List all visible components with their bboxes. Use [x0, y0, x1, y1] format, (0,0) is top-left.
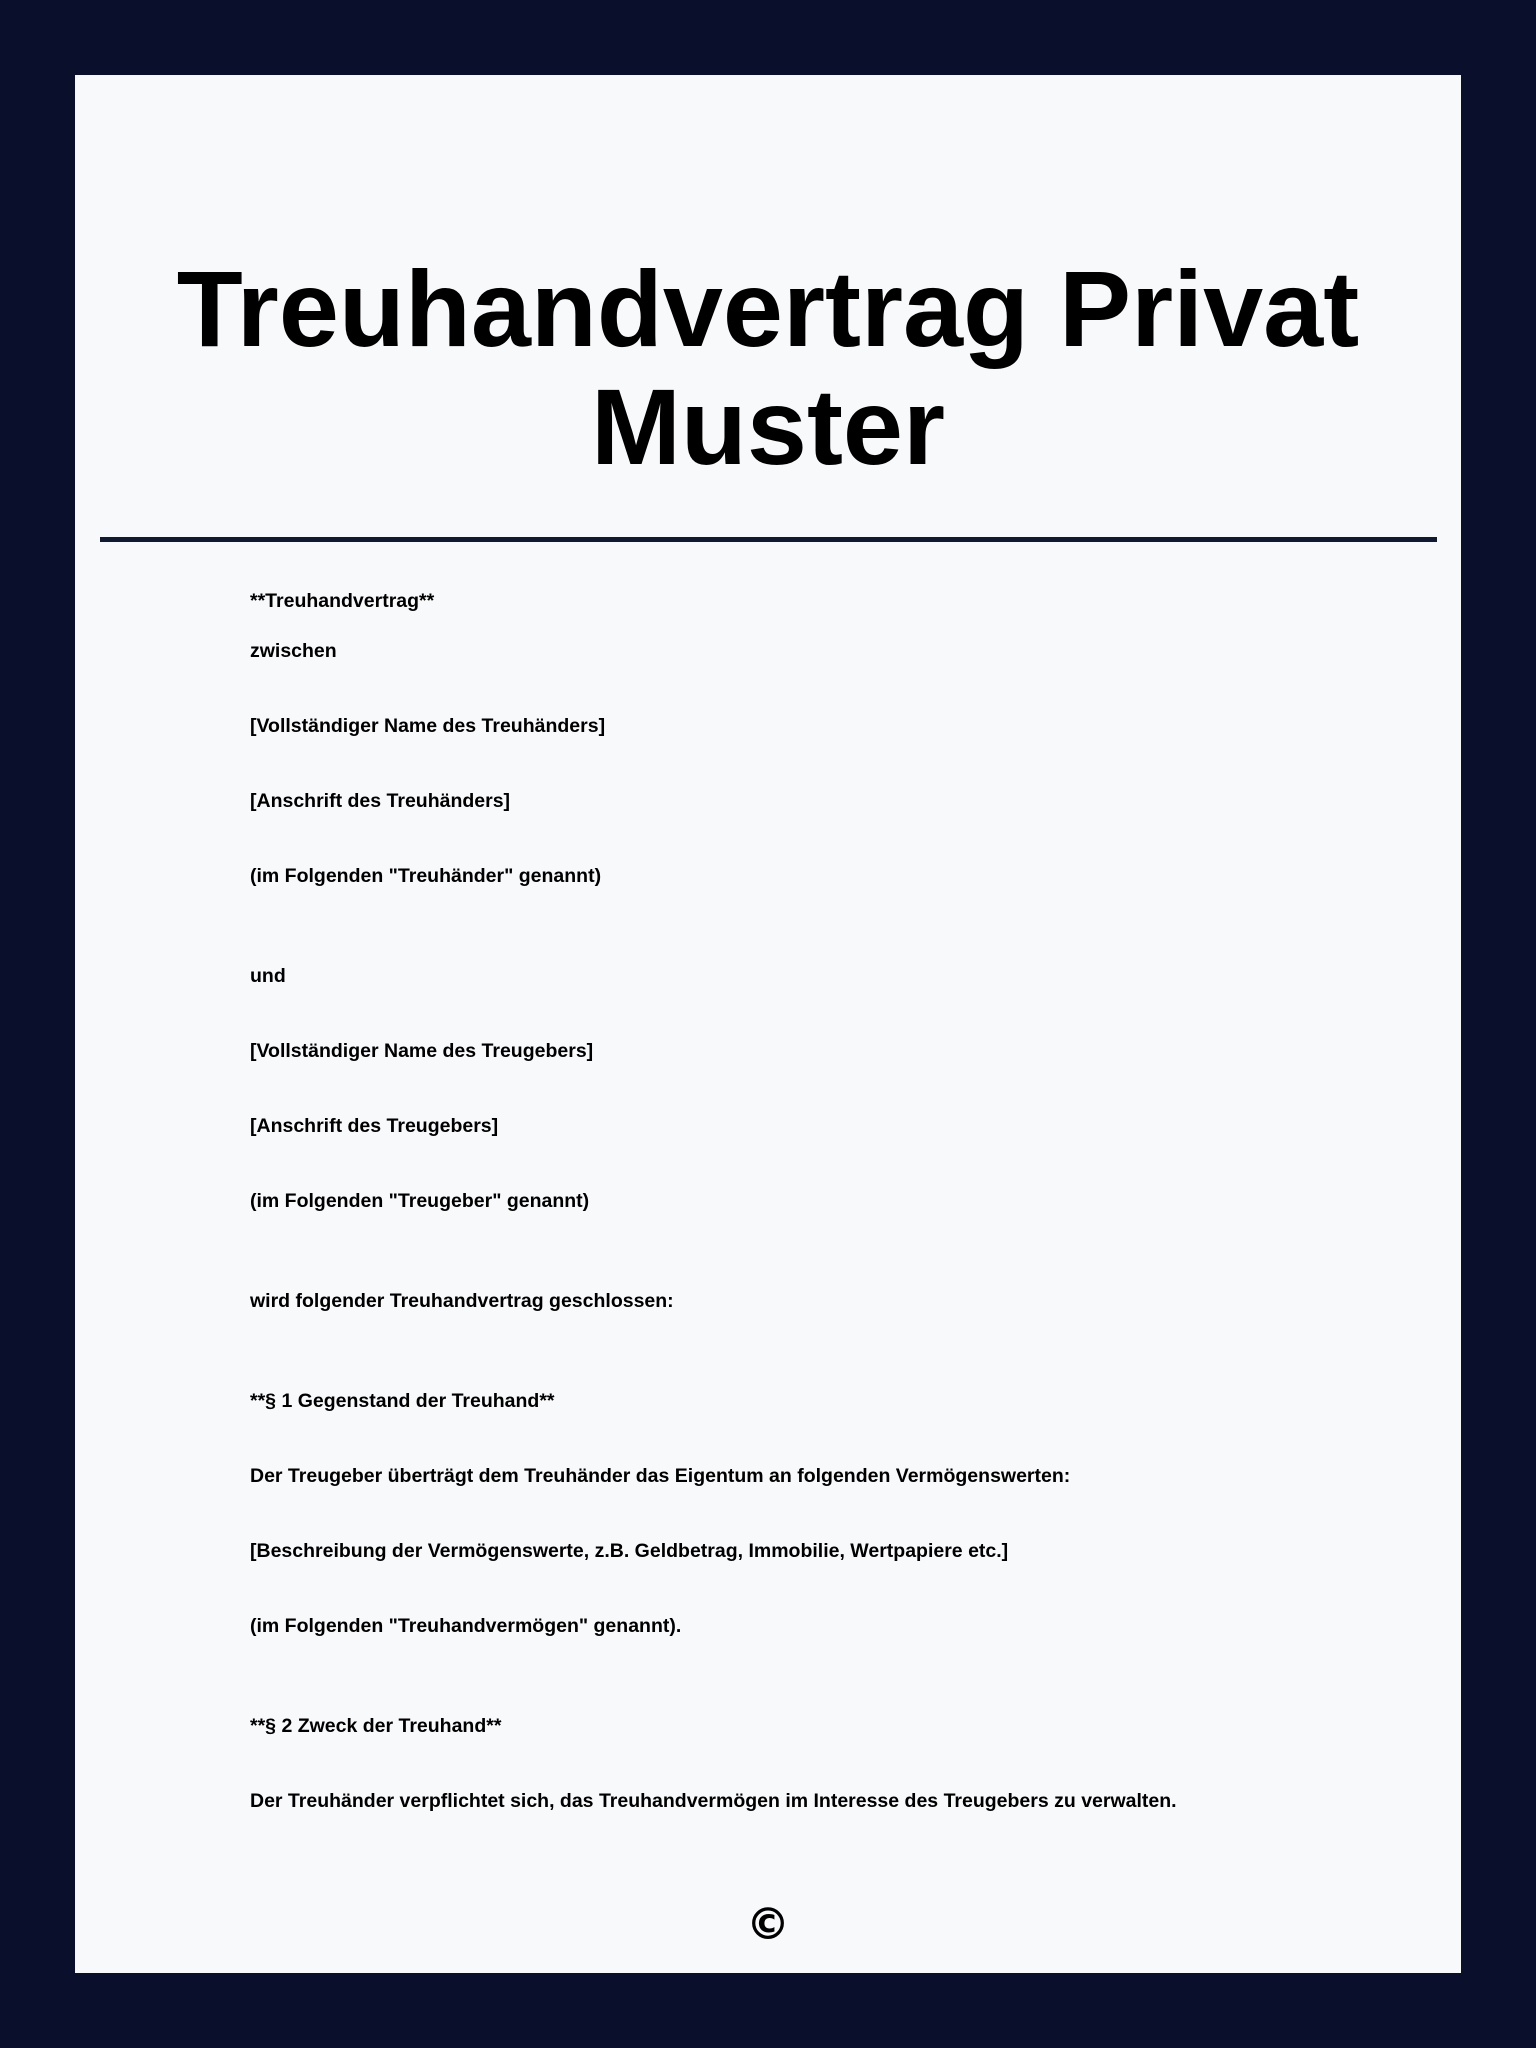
- section-2-heading: **§ 2 Zweck der Treuhand**: [250, 1715, 502, 1737]
- trustor-name-placeholder: [Vollständiger Name des Treugebers]: [250, 1040, 594, 1062]
- document-page: [75, 75, 1461, 1973]
- text-line: (im Folgenden "Treugeber" genannt): [250, 1190, 590, 1212]
- text-line: und: [250, 965, 286, 987]
- title-divider: [100, 537, 1437, 542]
- text-line: zwischen: [250, 640, 337, 662]
- trustor-address-placeholder: [Anschrift des Treugebers]: [250, 1115, 499, 1137]
- section-1-heading: **§ 1 Gegenstand der Treuhand**: [250, 1390, 555, 1412]
- text-line: Der Treugeber überträgt dem Treuhänder das Eigentum an folgenden Vermögenswerten:: [250, 1465, 1071, 1487]
- document-title: Treuhandvertrag Privat Muster: [176, 248, 1360, 487]
- text-line: (im Folgenden "Treuhandvermögen" genannt).: [250, 1615, 682, 1637]
- text-line: (im Folgenden "Treuhänder" genannt): [250, 865, 602, 887]
- text-line: Der Treuhänder verpflichtet sich, das Treuhandvermögen im Interesse des Treugebers zu verwalten.: [250, 1790, 1177, 1812]
- trustee-name-placeholder: [Vollständiger Name des Treuhänders]: [250, 715, 606, 737]
- copyright-icon: ©: [746, 1899, 790, 1950]
- text-line: wird folgender Treuhandvertrag geschlossen:: [250, 1290, 674, 1312]
- contract-heading: **Treuhandvertrag**: [250, 590, 435, 612]
- assets-placeholder: [Beschreibung der Vermögenswerte, z.B. Geldbetrag, Immobilie, Wertpapiere etc.]: [250, 1540, 1009, 1562]
- trustee-address-placeholder: [Anschrift des Treuhänders]: [250, 790, 511, 812]
